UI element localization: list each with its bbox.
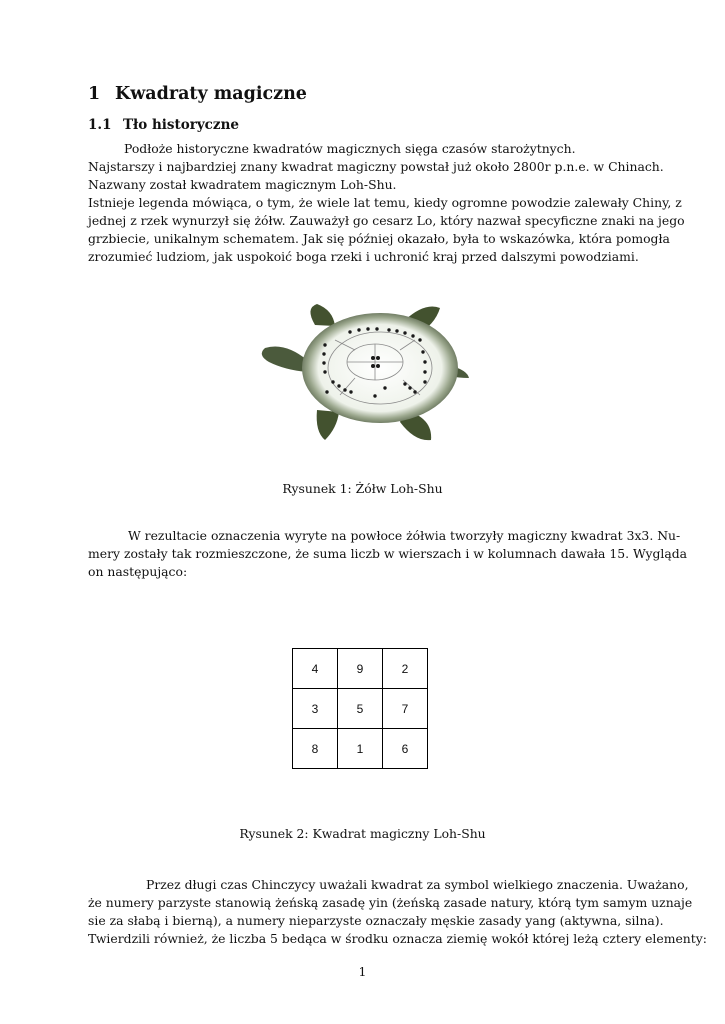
text-line: Twierdzili również, że liczba 5 bedąca w środku oznacza ziemię wokół której leżą cztery elementy: xyxy=(88,931,707,946)
table-row xyxy=(293,649,428,689)
text-line: on następująco: xyxy=(88,564,188,579)
section-title: Kwadraty magiczne xyxy=(115,84,307,104)
table-cell: 3 xyxy=(293,689,338,729)
text-line: Nazwany został kwadratem magicznym Loh-Shu. xyxy=(88,177,397,192)
subsection-title: Tło historyczne xyxy=(123,117,239,133)
table-cell: 4 xyxy=(293,649,338,689)
turtle-shell xyxy=(302,313,458,423)
page-number: 1 xyxy=(358,964,367,979)
text-line: Istnieje legenda mówiąca, o tym, że wiele lat temu, kiedy ogromne powodzie zalewały Chiny, z xyxy=(88,195,682,210)
table-cell: 7 xyxy=(383,689,428,729)
subsection-number: 1.1 xyxy=(88,117,112,133)
text-line: że numery parzyste stanowią żeńską zasadę yin (żeńską zasade natury, którą tym samym uznaje xyxy=(88,895,693,910)
table-cell: 9 xyxy=(338,649,383,689)
turtle-leg-back-left xyxy=(317,410,339,440)
figure1-caption: Rysunek 1: Żółw Loh-Shu xyxy=(282,481,443,496)
turtle-figure xyxy=(255,300,470,450)
text-line: jednej z rzek wynurzył się żółw. Zauważył go cesarz Lo, który nazwał specyficzne znaki na jego xyxy=(88,213,685,228)
intro-paragraph xyxy=(88,140,685,266)
text-line: grzbiecie, unikalnym schematem. Jak się później okazało, była to wskazówka, która pomogła xyxy=(88,231,670,246)
table-cell: 5 xyxy=(338,689,383,729)
table-row xyxy=(293,689,428,729)
text-line: Najstarszy i najbardziej znany kwadrat magiczny powstał już około 2800r p.n.e. w Chinach. xyxy=(88,159,664,174)
table-cell: 6 xyxy=(383,729,428,769)
text-line: zrozumieć ludziom, jak uspokoić boga rzeki i uchronić kraj przed dalszymi powodziami. xyxy=(88,249,639,264)
turtle-head xyxy=(262,347,307,373)
table-row xyxy=(293,729,428,769)
turtle-leg-front-left xyxy=(310,304,335,326)
text-line: W rezultacie oznaczenia wyryte na powłoce żółwia tworzyły magiczny kwadrat 3x3. Nu- xyxy=(128,528,681,543)
table-cell: 2 xyxy=(383,649,428,689)
paragraph-3 xyxy=(88,876,707,948)
text-line: Podłoże historyczne kwadratów magicznych sięga czasów starożytnych. xyxy=(124,141,576,156)
section-number: 1 xyxy=(88,84,101,104)
paragraph-2 xyxy=(88,527,688,581)
figure2-caption: Rysunek 2: Kwadrat magiczny Loh-Shu xyxy=(239,826,486,841)
magic-square-table xyxy=(292,648,428,769)
table-cell: 8 xyxy=(293,729,338,769)
text-line: sie za słabą i bierną), a numery nieparzyste oznaczały męskie zasady yang (aktywna, silna). xyxy=(88,913,664,928)
subsection-heading xyxy=(88,117,239,133)
text-line: Przez długi czas Chinczycy uważali kwadrat za symbol wielkiego znaczenia. Uważano, xyxy=(146,877,689,892)
text-line: mery zostały tak rozmieszczone, że suma liczb w wierszach i w kolumnach dawała 15. Wygląda xyxy=(88,546,688,561)
section-heading xyxy=(88,84,307,104)
table-cell: 1 xyxy=(338,729,383,769)
